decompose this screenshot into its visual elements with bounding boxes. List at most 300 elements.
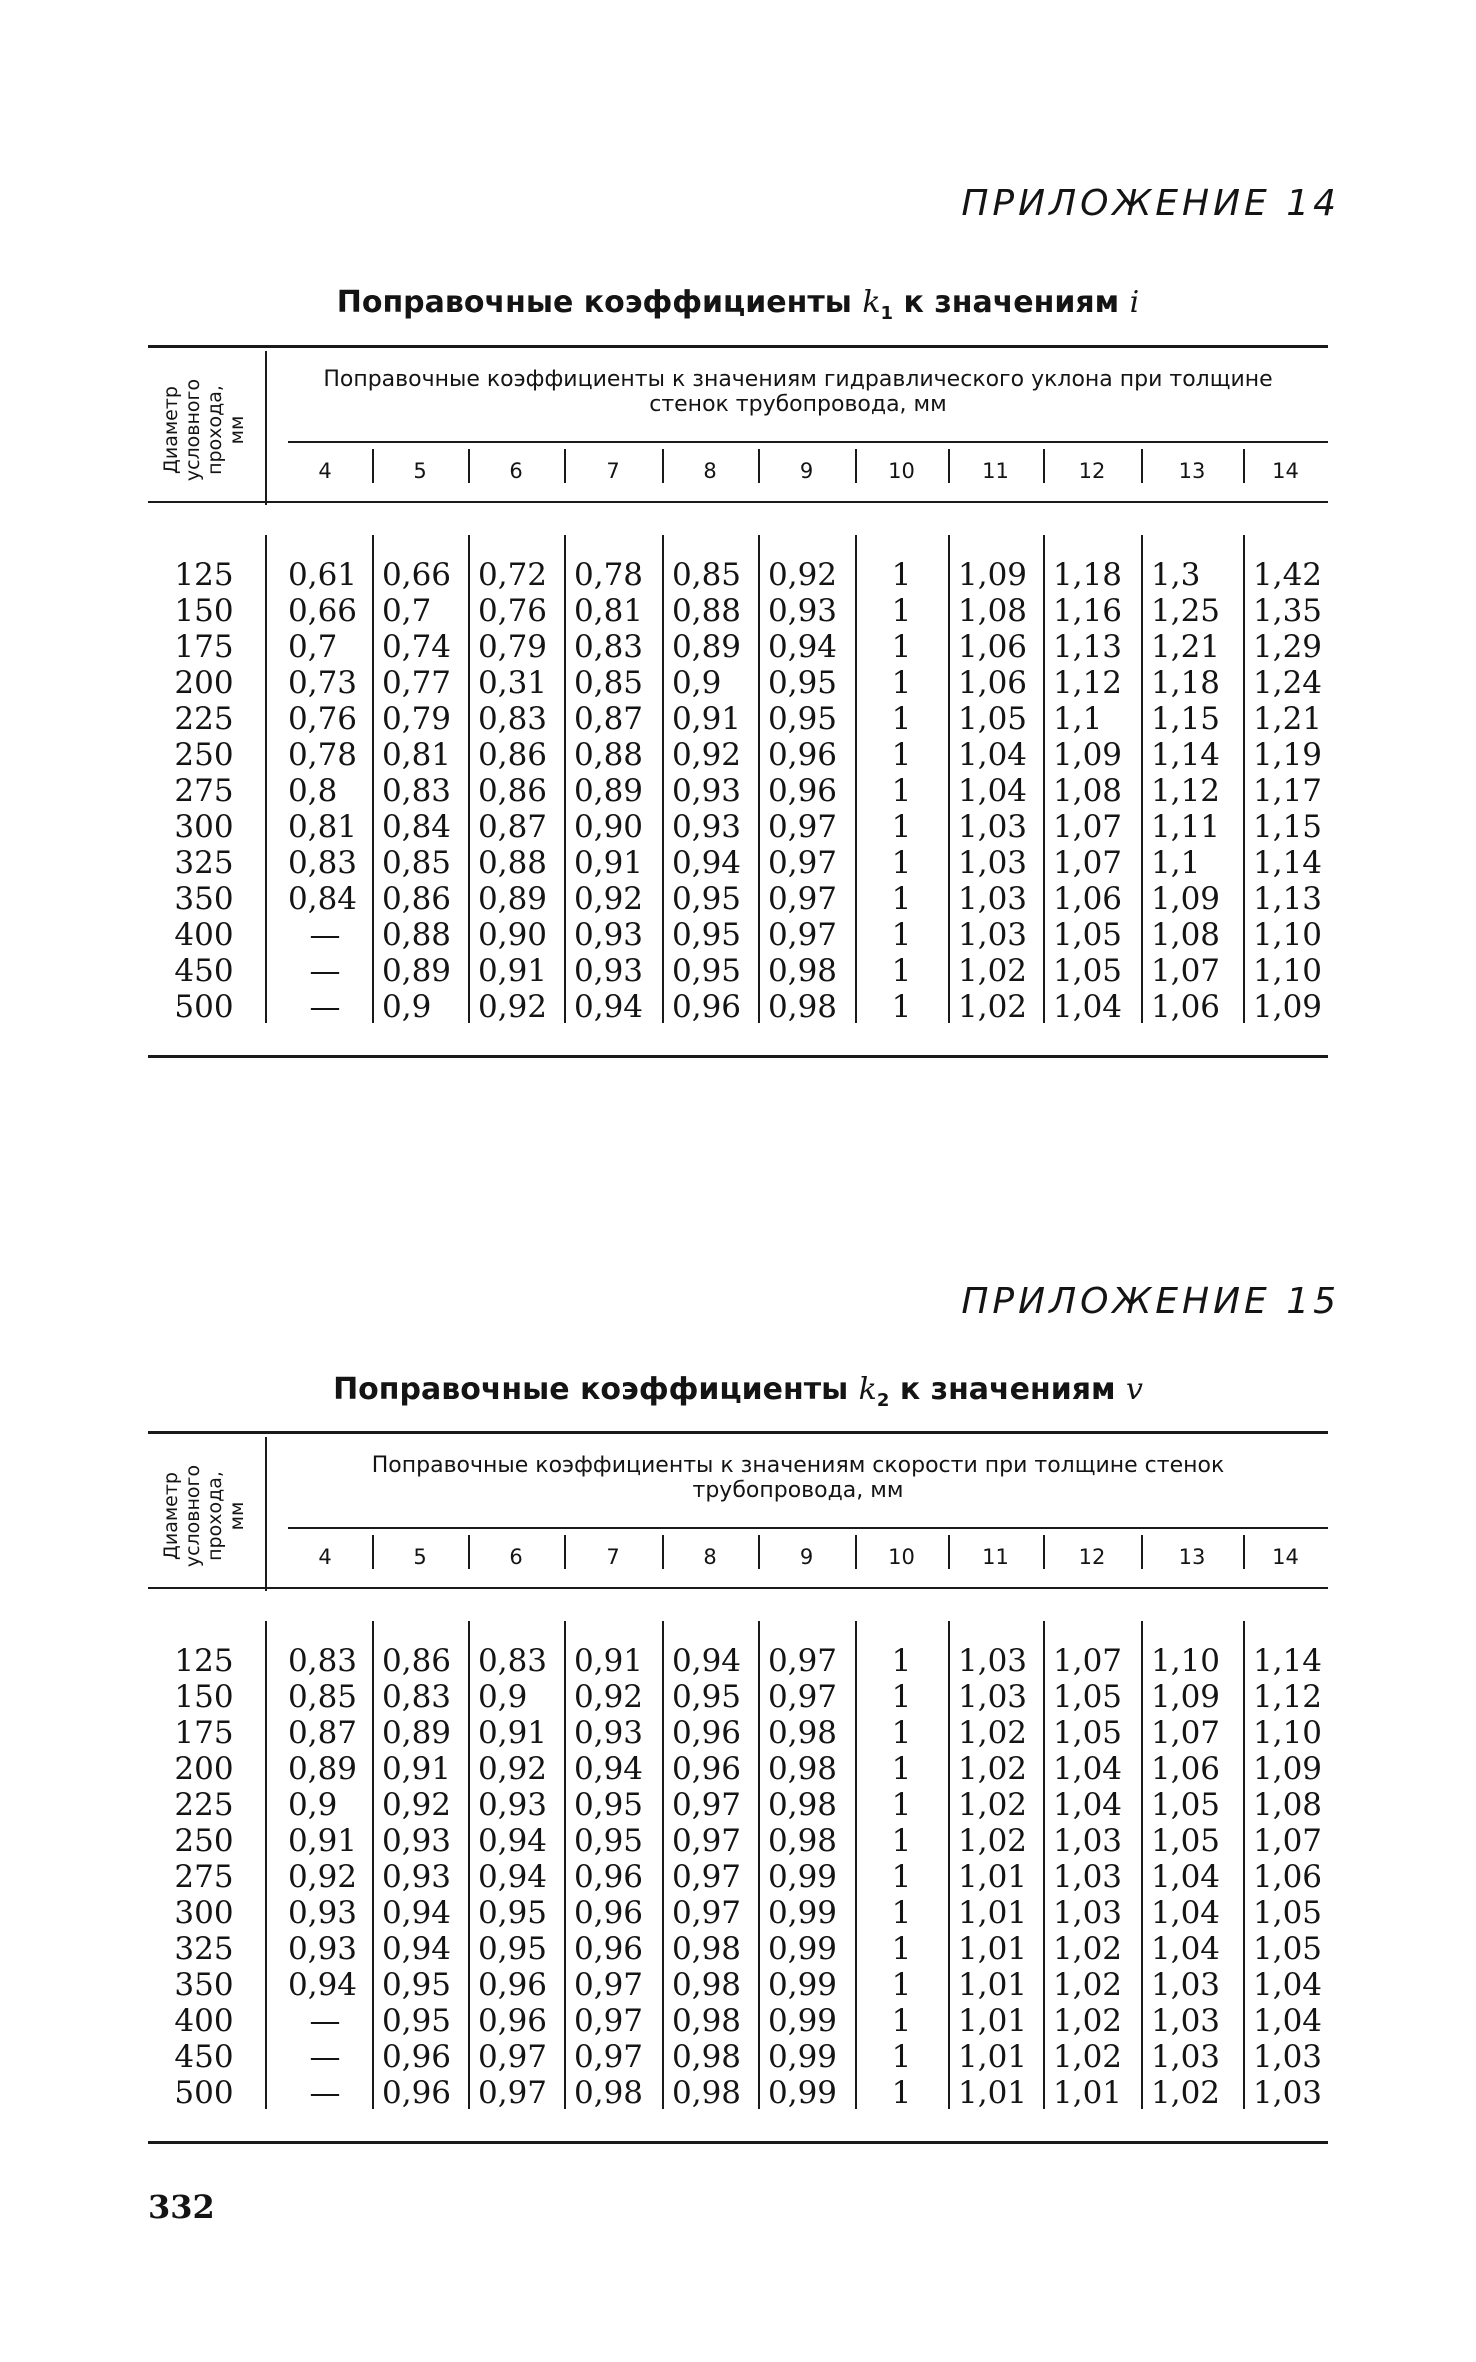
value-cell: 1,12 [1151,773,1221,809]
value-cell: 1,01 [958,2039,1028,2075]
value-cell: 0,95 [672,881,742,917]
value-cell: 1,03 [1053,1895,1123,1931]
diameter-cell: 225 [174,1787,234,1823]
value-cell: 0,98 [768,1715,838,1751]
value-cell: 1,16 [1053,593,1123,629]
value-cell: 1,04 [1151,1895,1221,1931]
diameter-cell: 125 [174,557,234,593]
value-cell: 1,02 [1053,1967,1123,2003]
value-cell: 0,90 [478,917,548,953]
column-header-divider [372,1535,374,1569]
value-cell: 0,95 [672,1679,742,1715]
value-cell: 0,99 [768,1967,838,2003]
diameter-cell: 275 [174,1859,234,1895]
column-header-divider [855,1535,857,1569]
value-cell: 1,08 [1253,1787,1323,1823]
value-cell: 0,97 [478,2075,548,2111]
table-top-rule [148,1431,1328,1434]
value-cell: 1,1 [1053,701,1103,737]
table-1-title [0,285,1476,324]
value-cell: 1 [891,2075,912,2111]
table-row [148,773,1328,809]
span-header-rule [288,1527,1328,1529]
title-k: k [858,1372,877,1407]
value-cell: 1,02 [1053,1931,1123,1967]
diameter-cell: 500 [174,989,234,1025]
value-cell: 1,07 [1053,1643,1123,1679]
value-cell: 0,83 [382,1679,452,1715]
value-cell: 1,03 [1151,1967,1221,2003]
column-header: 12 [1078,1545,1106,1569]
body-column-divider [758,1621,760,2109]
value-cell: 1 [891,1643,912,1679]
table-row [148,953,1328,989]
value-cell: 1,09 [1253,1751,1323,1787]
table-row [148,1931,1328,1967]
stub-header-text: Диаметр условного прохода, мм [160,1464,248,1568]
value-cell: 0,76 [288,701,358,737]
value-cell: 1 [891,1787,912,1823]
value-cell: 1,03 [958,881,1028,917]
value-cell: 0,96 [382,2039,452,2075]
value-cell: 0,97 [672,1823,742,1859]
value-cell: 1,01 [958,2075,1028,2111]
value-cell: 0,81 [382,737,452,773]
value-cell: 1,05 [1053,953,1123,989]
value-cell: 0,94 [574,989,644,1025]
value-cell: 1,07 [1053,809,1123,845]
value-cell: 0,9 [672,665,722,701]
value-cell: 0,99 [768,1859,838,1895]
table-row [148,1643,1328,1679]
value-cell: 0,93 [574,1715,644,1751]
table-row [148,1967,1328,2003]
value-cell: 1 [891,1967,912,2003]
body-column-divider [948,535,950,1023]
value-cell: 0,66 [382,557,452,593]
value-cell: 1,09 [1253,989,1323,1025]
value-cell: 1,02 [958,1751,1028,1787]
body-column-divider [662,1621,664,2109]
value-cell: 0,96 [574,1895,644,1931]
value-cell: 0,9 [288,1787,338,1823]
body-column-divider [1243,535,1245,1023]
stub-header [148,1441,260,1591]
value-cell: 1,09 [958,557,1028,593]
value-cell: 1,24 [1253,665,1323,701]
value-cell: 1,02 [958,989,1028,1025]
table-row [148,2039,1328,2075]
value-cell: 1,05 [1053,1679,1123,1715]
table-2-title [0,1372,1476,1411]
value-cell: 1 [891,1751,912,1787]
value-cell: 0,96 [478,2003,548,2039]
value-cell: 0,84 [382,809,452,845]
value-cell: 0,86 [478,737,548,773]
value-cell: 0,87 [288,1715,358,1751]
value-cell: 1,10 [1151,1643,1221,1679]
body-column-divider [1141,535,1143,1023]
value-cell: 0,98 [768,953,838,989]
body-column-divider [265,535,267,1023]
table-row [148,1751,1328,1787]
value-cell: 1 [891,665,912,701]
value-cell: 0,93 [672,773,742,809]
column-header-divider [948,449,950,483]
value-cell: 1,09 [1053,737,1123,773]
value-cell: 1,08 [1151,917,1221,953]
title-var: v [1125,1372,1143,1407]
value-cell: 1 [891,1859,912,1895]
value-cell: 0,84 [288,881,358,917]
value-cell: 1,07 [1151,953,1221,989]
diameter-cell: 250 [174,1823,234,1859]
column-header: 11 [982,1545,1009,1569]
value-cell: 0,91 [574,845,644,881]
diameter-cell: 450 [174,953,234,989]
column-header: 7 [606,1545,620,1569]
column-header: 5 [413,1545,427,1569]
value-cell: 0,76 [478,593,548,629]
value-cell: — [309,2039,341,2075]
column-header-divider [1141,1535,1143,1569]
value-cell: 1,25 [1151,593,1221,629]
table-top-rule [148,345,1328,348]
value-cell: 1,35 [1253,593,1323,629]
value-cell: 0,97 [768,917,838,953]
value-cell: 0,98 [768,1787,838,1823]
value-cell: 1,04 [1151,1859,1221,1895]
value-cell: 0,86 [382,881,452,917]
value-cell: 0,98 [672,1967,742,2003]
value-cell: 0,92 [672,737,742,773]
value-cell: 0,93 [478,1787,548,1823]
value-cell: 1 [891,845,912,881]
body-column-divider [265,1621,267,2109]
diameter-cell: 350 [174,881,234,917]
value-cell: 0,99 [768,2003,838,2039]
column-header: 8 [703,1545,717,1569]
value-cell: 0,98 [672,1931,742,1967]
value-cell: 0,99 [768,1895,838,1931]
column-header: 12 [1078,459,1106,483]
value-cell: 1 [891,881,912,917]
value-cell: 0,8 [288,773,338,809]
value-cell: 0,98 [672,2075,742,2111]
value-cell: 0,86 [382,1643,452,1679]
value-cell: 1,13 [1253,881,1323,917]
value-cell: 0,96 [672,989,742,1025]
value-cell: 0,94 [768,629,838,665]
value-cell: 0,97 [768,881,838,917]
value-cell: 0,89 [672,629,742,665]
correction-table-k2 [148,1431,1328,2160]
value-cell: 1,14 [1253,845,1323,881]
value-cell: 0,98 [574,2075,644,2111]
appendix-14-label: ПРИЛОЖЕНИЕ 14 [961,183,1340,224]
value-cell: 0,97 [768,845,838,881]
value-cell: 0,97 [574,2039,644,2075]
value-cell: 0,9 [478,1679,528,1715]
value-cell: 1,15 [1253,809,1323,845]
value-cell: 0,78 [574,557,644,593]
column-header-divider [662,449,664,483]
value-cell: 1,02 [1151,2075,1221,2111]
value-cell: 1,01 [958,1931,1028,1967]
value-cell: 0,97 [768,809,838,845]
diameter-cell: 325 [174,845,234,881]
span-header: Поправочные коэффициенты к значениям скорости при толщине стенок трубопровода, мм [371,1453,1225,1503]
value-cell: — [309,989,341,1025]
stub-header [148,355,260,505]
value-cell: 1,05 [958,701,1028,737]
title-k-sub: 2 [876,1390,890,1411]
value-cell: 0,79 [382,701,452,737]
diameter-cell: 150 [174,593,234,629]
value-cell: 1,04 [958,737,1028,773]
value-cell: 0,9 [382,989,432,1025]
table-row [148,1787,1328,1823]
value-cell: 0,97 [478,2039,548,2075]
value-cell: 0,95 [478,1895,548,1931]
value-cell: 1 [891,1679,912,1715]
value-cell: 0,81 [574,593,644,629]
value-cell: 1,03 [1053,1859,1123,1895]
value-cell: 1,04 [1253,2003,1323,2039]
value-cell: 1,02 [958,953,1028,989]
value-cell: 1,12 [1053,665,1123,701]
value-cell: 1,05 [1253,1895,1323,1931]
value-cell: 0,77 [382,665,452,701]
value-cell: 1 [891,557,912,593]
value-cell: 0,85 [672,557,742,593]
diameter-cell: 125 [174,1643,234,1679]
value-cell: 1,02 [958,1787,1028,1823]
value-cell: 1,12 [1253,1679,1323,1715]
value-cell: 0,93 [574,953,644,989]
body-column-divider [372,535,374,1023]
value-cell: 1,03 [958,809,1028,845]
value-cell: 1,03 [1053,1823,1123,1859]
value-cell: 0,93 [574,917,644,953]
value-cell: 0,89 [288,1751,358,1787]
value-cell: 1,04 [1053,1751,1123,1787]
value-cell: 1,03 [1253,2075,1323,2111]
value-cell: 0,87 [574,701,644,737]
value-cell: 1,17 [1253,773,1323,809]
value-cell: 0,61 [288,557,358,593]
value-cell: 0,94 [574,1751,644,1787]
diameter-cell: 350 [174,1967,234,2003]
diameter-cell: 150 [174,1679,234,1715]
value-cell: 1,01 [958,1967,1028,2003]
value-cell: 1 [891,1823,912,1859]
title-k-sub: 1 [880,303,894,324]
value-cell: 1 [891,1931,912,1967]
value-cell: 0,96 [382,2075,452,2111]
value-cell: 0,98 [672,2039,742,2075]
title-var: i [1129,285,1140,320]
value-cell: 1 [891,701,912,737]
table-row [148,809,1328,845]
title-mid: к значениям [893,285,1130,320]
value-cell: 0,97 [768,1643,838,1679]
value-cell: 0,93 [382,1823,452,1859]
value-cell: 0,93 [382,1859,452,1895]
value-cell: 0,66 [288,593,358,629]
body-column-divider [948,1621,950,2109]
value-cell: 0,91 [478,1715,548,1751]
value-cell: — [309,917,341,953]
table-row [148,1679,1328,1715]
value-cell: 0,92 [478,1751,548,1787]
value-cell: 0,95 [768,701,838,737]
value-cell: 1,03 [1253,2039,1323,2075]
column-header-divider [468,449,470,483]
value-cell: 1,01 [958,1859,1028,1895]
value-cell: 0,81 [288,809,358,845]
value-cell: 1 [891,989,912,1025]
value-cell: 0,94 [288,1967,358,2003]
table-row [148,917,1328,953]
value-cell: 1,05 [1151,1787,1221,1823]
value-cell: 1,03 [958,917,1028,953]
value-cell: 1,04 [1053,989,1123,1025]
title-k: k [862,285,881,320]
header-bottom-rule [148,1587,1328,1589]
value-cell: 1,3 [1151,557,1201,593]
value-cell: 0,96 [768,737,838,773]
diameter-cell: 500 [174,2075,234,2111]
value-cell: 1,04 [1253,1967,1323,2003]
value-cell: 0,96 [478,1967,548,2003]
value-cell: 1,1 [1151,845,1201,881]
table-row [148,1895,1328,1931]
value-cell: 0,96 [574,1859,644,1895]
diameter-cell: 175 [174,1715,234,1751]
value-cell: 0,98 [768,1751,838,1787]
value-cell: 0,97 [672,1859,742,1895]
value-cell: 1,07 [1253,1823,1323,1859]
value-cell: 0,85 [288,1679,358,1715]
value-cell: 0,92 [382,1787,452,1823]
table-row [148,989,1328,1025]
value-cell: 0,94 [672,845,742,881]
value-cell: 0,83 [574,629,644,665]
value-cell: 1,03 [958,1643,1028,1679]
value-cell: 0,90 [574,809,644,845]
value-cell: 1,15 [1151,701,1221,737]
diameter-cell: 400 [174,917,234,953]
value-cell: 0,94 [672,1643,742,1679]
diameter-cell: 400 [174,2003,234,2039]
title-prefix: Поправочные коэффициенты [336,285,863,320]
value-cell: 1,19 [1253,737,1323,773]
value-cell: 0,94 [382,1931,452,1967]
value-cell: 1,13 [1053,629,1123,665]
column-header: 5 [413,459,427,483]
body-column-divider [468,535,470,1023]
value-cell: 0,73 [288,665,358,701]
column-header: 9 [799,1545,814,1569]
value-cell: 0,74 [382,629,452,665]
value-cell: 0,88 [382,917,452,953]
value-cell: 0,93 [288,1931,358,1967]
value-cell: 1,05 [1151,1823,1221,1859]
value-cell: 1,03 [958,845,1028,881]
value-cell: 0,83 [288,1643,358,1679]
value-cell: 1,06 [958,665,1028,701]
column-header-divider [855,449,857,483]
value-cell: 0,99 [768,2039,838,2075]
column-header-divider [662,1535,664,1569]
table-bottom-rule [148,1055,1328,1058]
body-column-divider [564,1621,566,2109]
body-column-divider [1141,1621,1143,2109]
value-cell: 1,03 [958,1679,1028,1715]
column-header-divider [758,449,760,483]
value-cell: 1,06 [1151,1751,1221,1787]
column-header: 13 [1178,459,1206,483]
stub-divider [265,1437,267,1591]
value-cell: 0,95 [672,953,742,989]
value-cell: 0,97 [672,1787,742,1823]
column-header: 4 [318,459,332,483]
span-header-rule [288,441,1328,443]
value-cell: 1 [891,917,912,953]
value-cell: 1,05 [1053,917,1123,953]
value-cell: 1 [891,1895,912,1931]
value-cell: 0,93 [768,593,838,629]
value-cell: 1,21 [1253,701,1323,737]
value-cell: 0,89 [382,953,452,989]
diameter-cell: 325 [174,1931,234,1967]
column-header: 13 [1178,1545,1206,1569]
table-row [148,2075,1328,2111]
value-cell: 0,95 [382,1967,452,2003]
value-cell: 0,95 [478,1931,548,1967]
value-cell: 1 [891,593,912,629]
value-cell: 0,91 [382,1751,452,1787]
value-cell: 0,94 [478,1859,548,1895]
value-cell: 0,97 [574,1967,644,2003]
value-cell: 1,42 [1253,557,1323,593]
value-cell: 0,98 [672,2003,742,2039]
value-cell: 0,83 [478,1643,548,1679]
column-header-divider [468,1535,470,1569]
diameter-cell: 200 [174,1751,234,1787]
diameter-cell: 450 [174,2039,234,2075]
value-cell: 1,04 [1053,1787,1123,1823]
value-cell: 0,96 [672,1751,742,1787]
column-header-divider [1043,449,1045,483]
value-cell: 0,31 [478,665,548,701]
value-cell: 1 [891,773,912,809]
value-cell: — [309,2003,341,2039]
value-cell: 1,02 [1053,2039,1123,2075]
body-column-divider [1043,1621,1045,2109]
value-cell: 0,93 [672,809,742,845]
title-prefix: Поправочные коэффициенты [333,1372,859,1407]
value-cell: 1,09 [1151,881,1221,917]
stub-header-text: Диаметр условного прохода, мм [160,378,248,482]
value-cell: 0,99 [768,2075,838,2111]
value-cell: 1,01 [958,1895,1028,1931]
value-cell: 0,83 [478,701,548,737]
value-cell: 0,85 [574,665,644,701]
value-cell: 0,85 [382,845,452,881]
column-header: 8 [703,459,717,483]
